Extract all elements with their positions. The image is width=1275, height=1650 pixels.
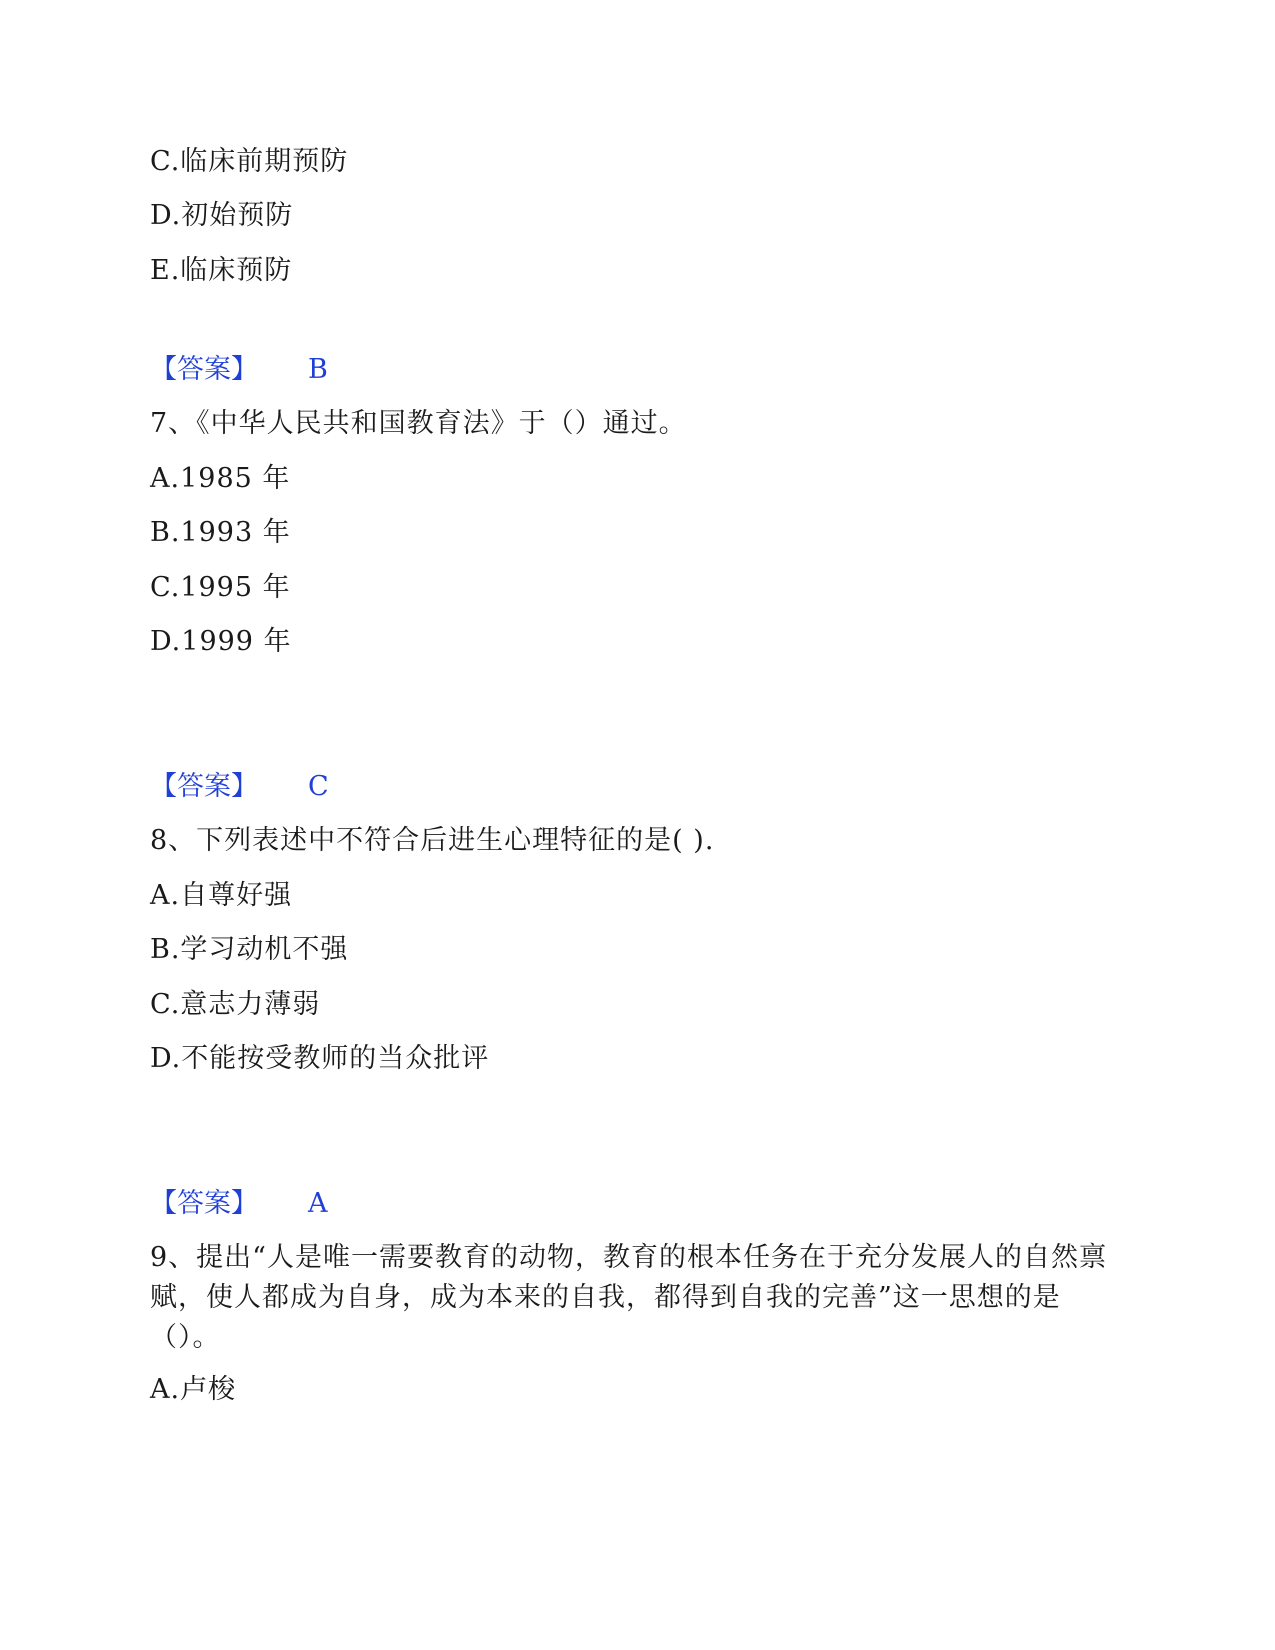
question-8-answer-line (150, 1186, 328, 1222)
question-8-option-d: D.不能按受教师的当众批评 (150, 1043, 490, 1074)
question-7-option-a: A.1985 年 (150, 463, 291, 494)
question-8-text: 8、下列表述中不符合后进生心理特征的是( ). (150, 825, 715, 856)
question-8-option-a: A.自尊好强 (150, 880, 293, 911)
question-7-option-c: C.1995 年 (150, 572, 291, 603)
answer-label: 【答案】 (150, 771, 258, 802)
option-d: D.初始预防 (150, 200, 294, 231)
question-9-text: 9、提出“人是唯一需要教育的动物，教育的根本任务在于充分发展人的自然禀赋，使人都成为自身，成为本来的自我，都得到自我的完善”这一思想的是（）。 (150, 1242, 1107, 1353)
answer-value: B (308, 354, 328, 385)
question-9-option-a: A.卢梭 (150, 1374, 237, 1405)
question-7-text: 7、《中华人民共和国教育法》于（）通过。 (150, 408, 687, 439)
answer-label: 【答案】 (150, 1188, 258, 1219)
question-7-answer-line (150, 769, 329, 805)
question-8-option-c: C.意志力薄弱 (150, 989, 321, 1020)
question-7-option-d: D.1999 年 (150, 626, 292, 657)
answer-value: A (308, 1188, 328, 1219)
answer-value: C (308, 771, 329, 802)
answer-label: 【答案】 (150, 354, 258, 385)
answer-line (150, 352, 328, 388)
option-c: C.临床前期预防 (150, 146, 349, 177)
option-e: E.临床预防 (150, 255, 293, 286)
question-7-option-b: B.1993 年 (150, 517, 291, 548)
question-8-option-b: B.学习动机不强 (150, 934, 349, 965)
